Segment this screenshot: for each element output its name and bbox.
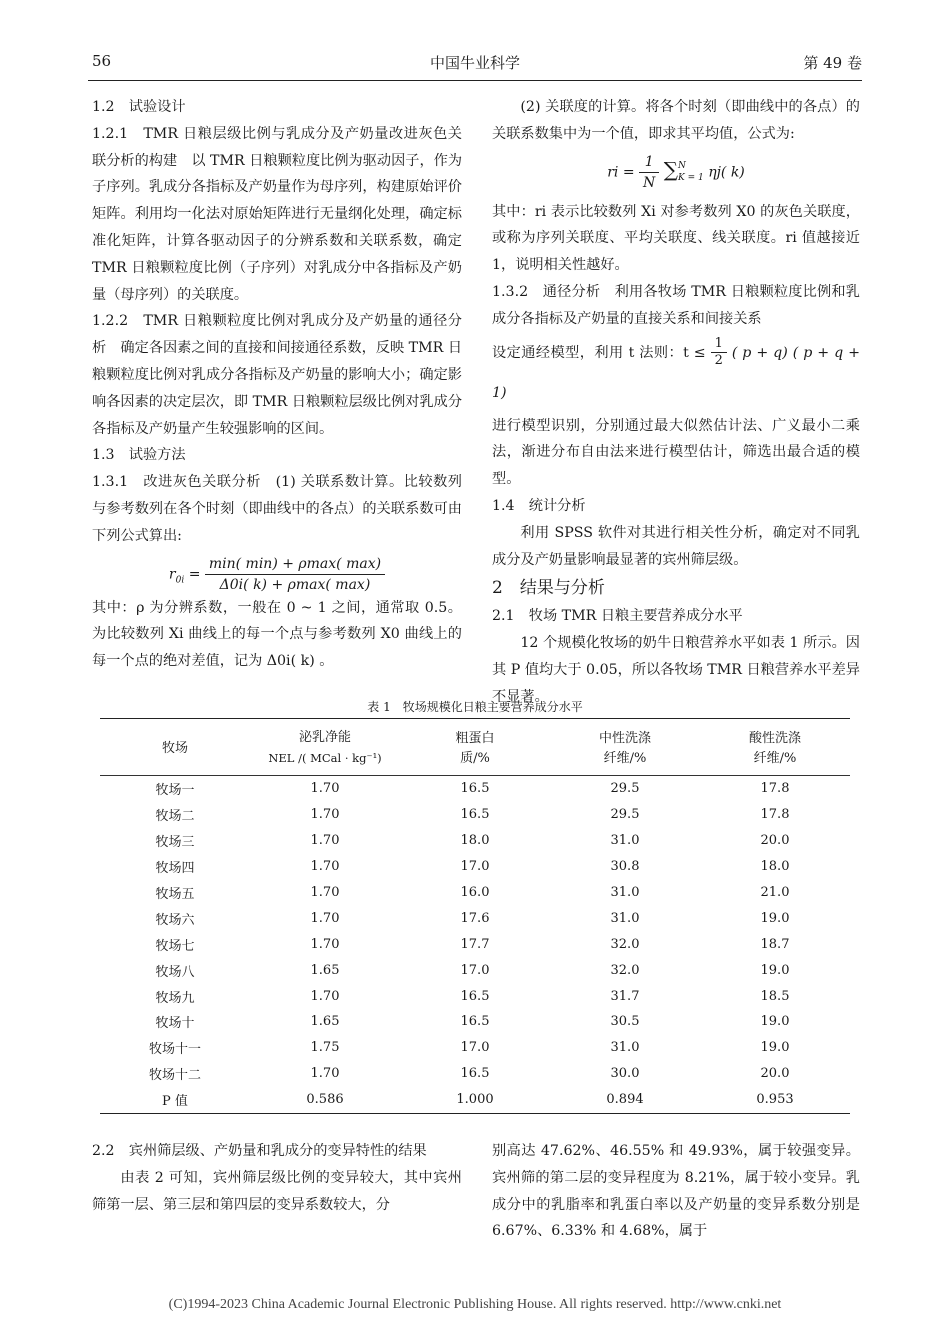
table-cell: 牧场五 <box>155 887 195 902</box>
col-header-ndf: 中性洗涤 纤维/% <box>550 719 700 776</box>
formula2-rhs: ηj( k) <box>708 164 745 181</box>
table-cell: 16.5 <box>460 1066 490 1082</box>
col-header-adf: 酸性洗涤 纤维/% <box>700 719 850 776</box>
table-row <box>100 854 850 880</box>
table-cell: 1.70 <box>310 988 340 1004</box>
table-cell: 16.0 <box>460 885 490 900</box>
table-cell: 17.6 <box>460 910 490 926</box>
table-cell: 19.0 <box>760 962 790 978</box>
paragraph-model: 进行模型识别，分别通过最大似然估计法、广义最小二乘法，渐进分布自由法来进行模型估计，筛选出最合适的模型。 <box>492 417 860 488</box>
table-cell: 31.7 <box>610 988 640 1004</box>
table-row <box>100 880 850 906</box>
half-fraction: $\frac{1}{2}$ <box>711 336 727 369</box>
col-header-farm: 牧场 <box>100 719 250 776</box>
formula-fraction <box>205 554 385 595</box>
table-cell: 32.0 <box>610 936 640 952</box>
table-row <box>100 802 850 828</box>
paragraph-2-1: 12 个规模化牧场的奶牛日粮营养水平如表 1 所示。因其 P 值均大于 0.05，所以各牧场 TMR 日粮营养水平差异不显著。 <box>492 635 860 705</box>
table-cell: 1.70 <box>310 781 340 797</box>
formula-lhs-sub: 0i <box>175 574 185 585</box>
table-cell: 1.70 <box>310 936 340 952</box>
table-cell: 20.0 <box>760 833 790 849</box>
table-cell: 1.75 <box>310 1040 340 1056</box>
section-1-3-heading: 1.3 试验方法 <box>92 447 186 464</box>
table-cell: 1.70 <box>310 859 340 875</box>
table-cell: 0.894 <box>550 1087 700 1113</box>
section-2-1-heading: 2.1 牧场 TMR 日粮主要营养成分水平 <box>492 608 743 625</box>
bottom-right-column <box>492 1138 860 1245</box>
volume-label: 第 49 卷 <box>803 54 862 72</box>
section-2-heading: 2 结果与分析 <box>492 578 605 599</box>
table-cell: 21.0 <box>760 885 790 900</box>
table-row <box>100 828 850 854</box>
header-rule <box>88 80 862 81</box>
formula-correlation-degree: ri = $\frac{1}{N}$ ∑ N K = 1 ηj( k) <box>607 153 745 191</box>
table-cell: 牧场二 <box>155 809 195 825</box>
table-cell: 31.0 <box>610 1040 640 1056</box>
formula-lhs: r <box>168 566 176 583</box>
table-cell: 19.0 <box>760 910 790 926</box>
table-cell: 30.0 <box>610 1066 640 1082</box>
table-cell: 牧场十二 <box>148 1068 201 1084</box>
table-cell: 17.0 <box>460 962 490 978</box>
formula2-fraction <box>639 152 659 193</box>
table-cell: 16.5 <box>460 988 490 1004</box>
table-cell: 1.70 <box>310 807 340 823</box>
table-row <box>100 957 850 983</box>
table-cell: 17.8 <box>760 781 790 797</box>
table-row <box>100 1087 850 1113</box>
table-cell: 19.0 <box>760 1040 790 1056</box>
table-cell: 30.5 <box>610 1014 640 1030</box>
table-row <box>100 1009 850 1035</box>
table-cell: 17.0 <box>460 1040 490 1056</box>
table-row <box>100 905 850 931</box>
table-cell: 18.5 <box>760 988 790 1004</box>
paragraph-1-3-2: 1.3.2 通径分析 利用各牧场 TMR 日粮颗粒度比例和乳成分各指标及产奶量的直接关系和间接关系 <box>492 283 860 327</box>
table-cell: 18.7 <box>760 936 790 952</box>
paragraph-1-4: 利用 SPSS 软件对其进行相关性分析，确定对不同乳成分及产奶量影响最显著的宾州筛层级。 <box>492 524 860 568</box>
table-cell: 牧场三 <box>155 835 195 851</box>
table-cell: 1.65 <box>310 962 340 978</box>
table-cell: 0.586 <box>250 1087 400 1113</box>
table-cell: 牧场一 <box>155 783 195 799</box>
table-cell: 牧场十 <box>155 1016 195 1032</box>
col-header-nel: 泌乳净能 NEL /( MCal · kg⁻¹) <box>250 719 400 776</box>
paragraph-where: 其中：ri 表示比较数列 Xi 对参考数列 X0 的灰色关联度，或称为序列关联度、平均关联度、线关联度。ri 值越接近 1，说明相关性越好。 <box>492 203 860 274</box>
paragraph-1-2-2: 1.2.2 TMR 日粮颗粒度比例对乳成分及产奶量的通径分析 确定各因素之间的直接和间接通径系数，反映 TMR 日粮颗粒度比例对乳成分各指标及产奶量的影响大小；确定影响各因素的决定层次，即 TMR 日粮颗粒层级比例对乳成分各指标及产奶量产生较强影响的区间。 <box>92 313 463 437</box>
table-caption: 表 1 牧场规模化日粮主要营养成分水平 <box>367 700 583 714</box>
paragraph-1-2-1: 1.2.1 TMR 日粮层级比例与乳成分及产奶量改进灰色关联分析的构建 以 TMR 日粮颗粒度比例为驱动因子，作为子序列。乳成分各指标及产奶量作为母序列，构建原始评价矩阵。利用均一化法对原始矩阵进行无量纲化处理，确定标准化矩阵，计算各驱动因子的分辨系数和关联系数，确定 TMR 日粮颗粒度比例（子序列）对乳成分中各指标及产奶量（母序列）的关联度。 <box>92 125 463 303</box>
section-1-2-heading: 1.2 试验设计 <box>92 99 186 115</box>
formula-denominator: Δ0i( k) + ρmax( max) <box>219 576 371 593</box>
paragraph-1-3-1: 1.3.1 改进灰色关联分析 (1) 关联系数计算。比较数列与参考数列在各个时刻（即曲线中的各点）的关联系数可由下列公式算出: <box>92 474 462 544</box>
table-cell: 0.953 <box>700 1087 850 1113</box>
table-cell: 16.5 <box>460 781 490 797</box>
table-row <box>100 1035 850 1061</box>
table-cell: 31.0 <box>610 833 640 849</box>
table-header-row <box>100 719 850 776</box>
table-cell: 17.8 <box>760 807 790 823</box>
table-cell: 16.5 <box>460 807 490 823</box>
paragraph-correlation-degree: (2) 关联度的计算。将各个时刻（即曲线中的各点）的关联系数集中为一个值，即求其平均值，公式为: <box>492 99 860 142</box>
paragraph-2-2-cont: 别高达 47.62%、46.55% 和 49.93%，属于较强变异。宾州筛的第二层的变异程度为 8.21%，属于较小变异。乳成分中的乳脂率和乳蛋白率以及产奶量的变异系数分别是 6.67%、6.33% 和 4.68%，属于 <box>492 1143 860 1240</box>
table-cell: 1.70 <box>310 885 340 900</box>
page-number: 56 <box>92 52 112 70</box>
table-cell: 1.70 <box>310 833 340 849</box>
sum-lower: K = 1 <box>678 173 704 184</box>
sum-upper: N <box>678 161 686 172</box>
table-cell: 牧场六 <box>155 912 195 928</box>
col-header-cp: 粗蛋白 质/% <box>400 719 550 776</box>
paragraph-rho: 其中：ρ 为分辨系数，一般在 0 ~ 1 之间，通常取 0.5。为比较数列 Xi 曲线上的每一个点与参考数列 X0 曲线上的每一个点的绝对差值，记为 Δ0i( k) 。 <box>92 599 462 670</box>
formula-numerator: min( min) + ρmax( max) <box>205 554 385 575</box>
section-2-2-heading: 2.2 宾州筛层级、产奶量和乳成分的变异特性的结果 <box>92 1143 427 1159</box>
t-rule-prefix: 设定通经模型，利用 t 法则：t ≤ <box>492 344 706 361</box>
journal-title: 中国牛业科学 <box>429 54 520 72</box>
sum-icon: ∑ <box>663 157 679 182</box>
table-cell: 1.65 <box>310 1014 340 1030</box>
table-row <box>100 983 850 1009</box>
table-cell: 30.8 <box>610 859 640 875</box>
table-cell: 19.0 <box>760 1014 790 1030</box>
table-cell: 32.0 <box>610 962 640 978</box>
table-row <box>100 1061 850 1087</box>
table-cell: 31.0 <box>610 910 640 926</box>
table-cell: 31.0 <box>610 885 640 900</box>
table-cell: 牧场十一 <box>148 1042 201 1058</box>
table-cell: 20.0 <box>760 1066 790 1082</box>
table-cell: 17.7 <box>460 936 490 952</box>
table-cell: 1.70 <box>310 1066 340 1082</box>
table-cell: 18.0 <box>460 833 490 849</box>
table-row <box>100 931 850 957</box>
formula2-numerator: 1 <box>639 152 659 173</box>
formula2-lhs: ri <box>607 164 619 181</box>
table-cell: 29.5 <box>610 807 640 823</box>
left-column <box>92 94 462 675</box>
nutrient-table <box>100 718 850 1114</box>
right-column <box>492 94 860 711</box>
table-cell: 1.000 <box>400 1087 550 1113</box>
table-cell: 16.5 <box>460 1014 490 1030</box>
table-cell: 牧场八 <box>155 964 195 980</box>
table-cell: P 值 <box>100 1087 250 1113</box>
table-cell: 29.5 <box>610 781 640 797</box>
section-1-4-heading: 1.4 统计分析 <box>492 497 586 514</box>
table-cell: 18.0 <box>760 859 790 875</box>
formula-correlation-coefficient: $r_{0i}$ = $\frac{\min( \min) + \rho\max( \max)}{\Delta 0i( k) + \rho\max( \max)}$ <box>92 554 462 595</box>
paragraph-t-rule <box>492 333 860 413</box>
bottom-left-column <box>92 1138 462 1218</box>
paragraph-2-2: 由表 2 可知，宾州筛层级比例的变异较大，其中宾州筛第一层、第三层和第四层的变异系数较大，分 <box>92 1169 462 1213</box>
table-cell: 17.0 <box>460 859 490 875</box>
copyright-footer: (C)1994-2023 China Academic Journal Electronic Publishing House. All rights reserved. http://www.cnki.net <box>168 1297 782 1312</box>
t-rule-suffix: ( p + q) ( p + q + 1) <box>492 344 860 401</box>
table-row <box>100 776 850 802</box>
running-header <box>0 48 950 80</box>
table-cell: 牧场九 <box>155 990 195 1006</box>
table-cell: 牧场七 <box>155 938 195 954</box>
formula2-denominator: N <box>643 174 656 191</box>
table-cell: 牧场四 <box>155 861 195 877</box>
table-cell: 1.70 <box>310 910 340 926</box>
